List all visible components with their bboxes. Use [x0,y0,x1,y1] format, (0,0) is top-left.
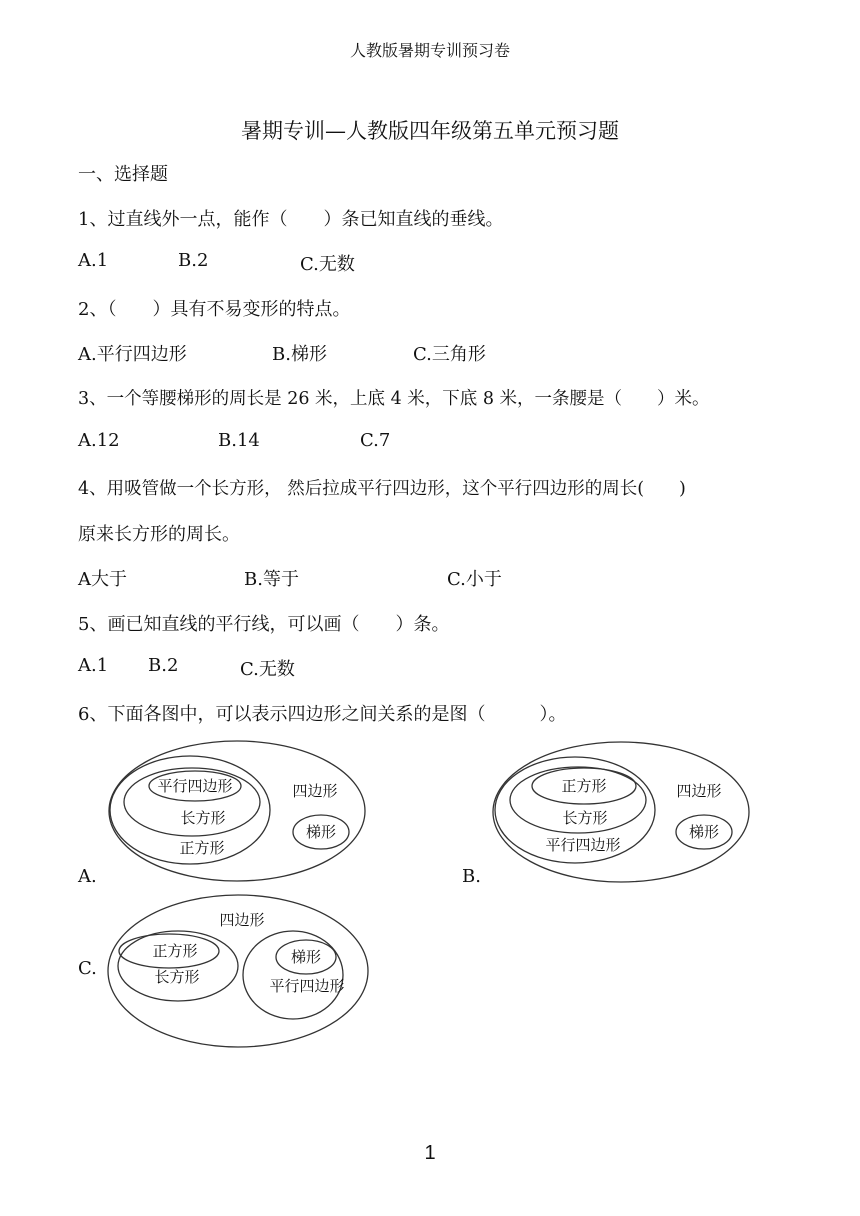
diagram-c-parallelogram-ellipse [243,931,343,1019]
question-3-option-a: A.12 [78,430,120,451]
question-2-option-a: A.平行四边形 [78,344,187,365]
question-6-option-c-label: C. [78,958,97,979]
question-3-option-c: C.7 [360,430,391,451]
diagram-c-left-inner-label: 正方形 [152,942,198,960]
question-1-option-a: A.1 [78,250,109,271]
diagram-a-inner-label: 平行四边形 [157,777,233,795]
diagram-b-middle-label: 长方形 [562,809,608,827]
question-4-stem-line1: 4、用吸管做一个长方形， 然后拉成平行四边形，这个平行四边形的周长( ) [78,479,686,499]
question-4-option-a: A大于 [78,569,127,590]
question-4-option-b: B.等于 [244,569,299,590]
question-1-option-b: B.2 [178,250,209,271]
question-3-stem: 3、一个等腰梯形的周长是 26 米，上底 4 米，下底 8 米，一条腰是（ ）米。 [78,389,710,409]
question-2-option-b: B.梯形 [272,344,327,365]
page-number: 1 [424,1142,436,1164]
question-4-stem-line2: 原来长方形的周长。 [78,524,240,545]
question-4-option-c: C.小于 [447,569,502,590]
question-1-option-c: C.无数 [300,254,355,275]
question-5-option-c: C.无数 [240,659,295,680]
diagram-b-outer-label: 四边形 [676,782,722,800]
diagram-b [490,738,755,890]
diagram-a-side-label: 梯形 [305,823,337,841]
question-2-option-c: C.三角形 [413,344,486,365]
diagram-c-right-outer-label: 平行四边形 [269,977,345,995]
section-heading: 一、选择题 [78,164,168,185]
page-header: 人教版暑期专训预习卷 [349,41,510,60]
question-6-option-a-label: A. [78,866,97,887]
question-5-option-a: A.1 [78,655,109,676]
question-3-option-b: B.14 [218,430,260,451]
diagram-c-outer-label: 四边形 [219,911,265,929]
question-6-stem: 6、下面各图中，可以表示四边形之间关系的是图（ ）。 [78,704,567,725]
diagram-b-side-label: 梯形 [688,823,720,841]
document-title: 暑期专训—人教版四年级第五单元预习题 [241,119,619,143]
question-1-stem: 1、过直线外一点，能作（ ）条已知直线的垂线。 [78,209,504,230]
question-6-option-b-label: B. [462,866,481,887]
diagram-b-inner-label: 正方形 [561,777,607,795]
diagram-a-outer-label: 四边形 [292,782,338,800]
diagram-a [105,738,370,888]
diagram-c-left-outer-label: 长方形 [154,968,200,986]
diagram-b-outer-inner-label: 平行四边形 [545,836,621,854]
question-5-stem: 5、画已知直线的平行线，可以画（ ）条。 [78,614,450,635]
diagram-a-quadrilateral-ellipse [109,741,365,881]
diagram-a-outer-inner-label: 正方形 [179,839,225,857]
diagram-a-middle-label: 长方形 [180,809,226,827]
diagram-c [105,893,373,1051]
diagram-c-right-inner-label: 梯形 [290,948,322,966]
question-2-stem: 2、（ ）具有不易变形的特点。 [78,299,351,320]
question-5-option-b: B.2 [148,655,179,676]
diagram-b-quadrilateral-ellipse [493,742,749,882]
